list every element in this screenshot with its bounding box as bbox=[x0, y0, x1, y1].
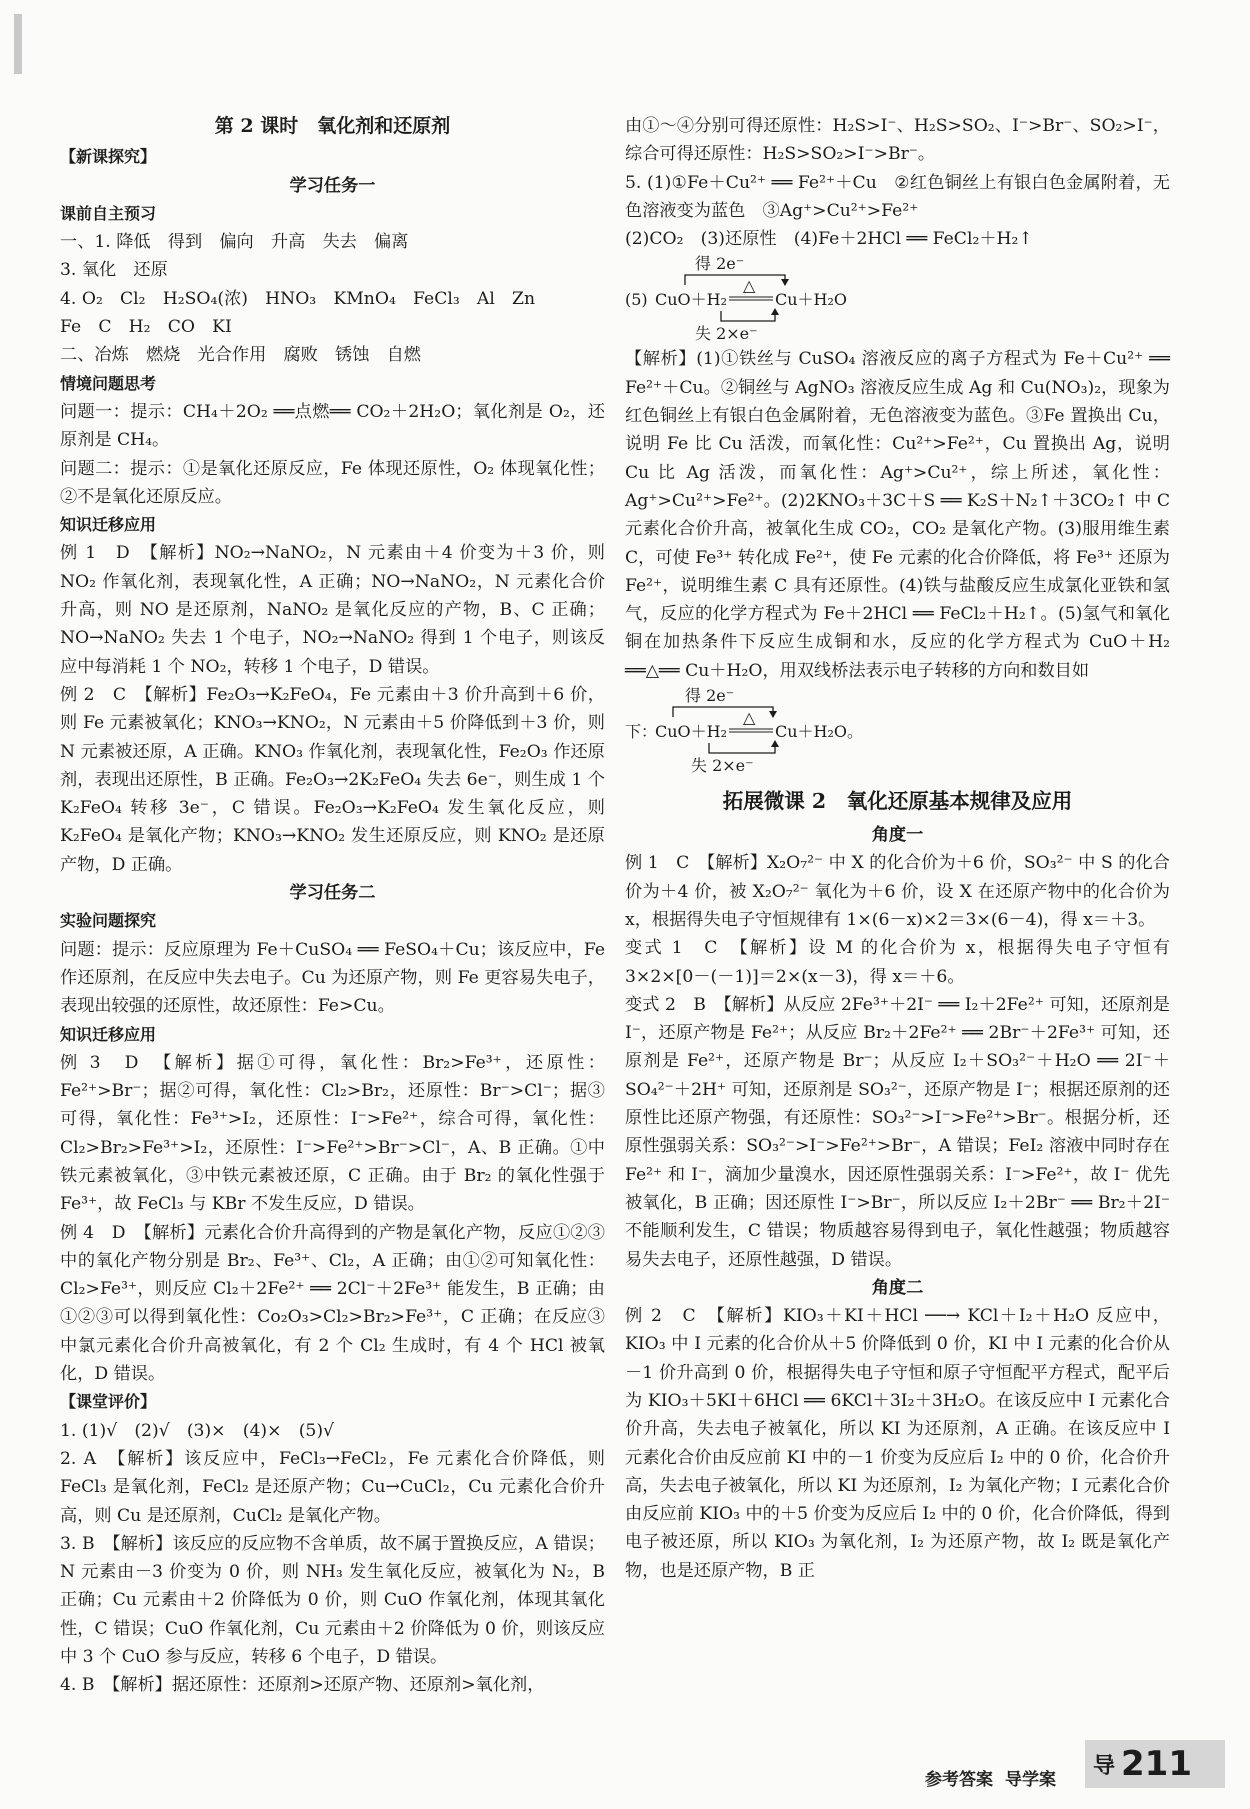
answer-5-part-1: 5. (1)①Fe＋Cu²⁺ ══ Fe²⁺＋Cu ②红色铜丝上有银白色金属附着，无色溶液变为蓝色 ③Ag⁺>Cu²⁺>Fe²⁺ bbox=[625, 172, 1170, 221]
micro-lesson-title: 拓展微课 2 氧化还原基本规律及应用 bbox=[722, 789, 1073, 814]
example-4: 例 4 D 【解析】元素化合价升高得到的产物是氧化产物，反应①②③中的氧化产物分别是 Br₂、Fe³⁺、Cl₂，A 正确；由①②可知氧化性：Cl₂>Fe³⁺，则反应 Cl₂＋2Fe²⁺ ══ 2Cl⁻＋2Fe³⁺ 能发生，B 正确；由①②③可以得到氧化性：Co₂O₃>Cl₂>Br₂>Fe³⁺，C 正确；在反应③中氯元素化合价升高被氧化，有 2 个 Cl₂ 生成时，有 4 个 HCl 被氧化，D 错误。 bbox=[60, 1222, 605, 1385]
right-column bbox=[625, 112, 1170, 1585]
footer-guide-char: 导 bbox=[1093, 1753, 1116, 1779]
transfer-heading-2: 知识迁移应用 bbox=[60, 1024, 157, 1044]
preview-line-3: 4. O₂ Cl₂ H₂SO₄(浓) HNO₃ KMnO₄ FeCl₃ Al Zn bbox=[60, 288, 536, 309]
footer-guide-case: 导学案 bbox=[1005, 1770, 1056, 1790]
variant-2: 变式 2 B 【解析】从反应 2Fe³⁺＋2I⁻ ══ I₂＋2Fe²⁺ 可知，还原剂是 I⁻，还原产物是 Fe²⁺；从反应 Br₂＋2Fe²⁺ ══ 2Br⁻＋2Fe³⁺ 可知，还原剂是 Fe²⁺，还原产物是 Br⁻；从反应 I₂＋SO₃²⁻＋H₂O ══ 2I⁻＋SO₄²⁻＋2H⁺ 可知，还原剂是 SO₃²⁻，还原产物是 I⁻；根据还原剂的还原性比还原产物强，有还原性：SO₃²⁻>I⁻>Fe²⁺>Br⁻。根据分析，还原性强弱关系：SO₃²⁻>I⁻>Fe²⁺>Br⁻，A 错误；FeI₂ 溶液中同时存在 Fe²⁺ 和 I⁻，滴加少量溴水，因还原性强弱关系：I⁻>Fe²⁺，故 I⁻ 优先被氧化，B 正确；因还原性 I⁻>Br⁻，所以反应 I₂＋2Br⁻ ══ Br₂＋2I⁻ 不能顺利发生，C 错误；物质越容易得到电子，氧化性越强；物质越容易失去电子，还原性越强，D 错误。 bbox=[625, 994, 1170, 1270]
task-two-heading: 学习任务二 bbox=[289, 883, 376, 904]
evaluation-4: 4. B 【解析】据还原性：还原剂>还原产物、还原剂>氧化剂， bbox=[60, 1675, 545, 1696]
scan-edge-mark bbox=[14, 14, 22, 74]
example-2: 例 2 C 【解析】Fe₂O₃→K₂FeO₄，Fe 元素由＋3 价升高到＋6 价，则 Fe 元素被氧化；KNO₃→KNO₂，N 元素由＋5 价降低到＋3 价，则 N 元素被还原，A 正确。KNO₃ 作氧化剂，表现氧化性，Fe₂O₃ 作还原剂，表现出还原性，B 正确。Fe₂O₃→2K₂FeO₄ 失去 6e⁻，则生成 1 个 K₂FeO₄ 转移 3e⁻，C 错误。Fe₂O₃→K₂FeO₄ 发生氧化反应，则 K₂FeO₄ 是氧化产物；KNO₃→KNO₂ 发生还原反应，则 KNO₂ 是还原产物，D 正确。 bbox=[60, 684, 605, 875]
evaluation-3: 3. B 【解析】该反应的反应物不含单质，故不属于置换反应，A 错误；N 元素由－3 价变为 0 价，则 NH₃ 发生氧化反应，被氧化为 N₂，B 正确；Cu 元素由＋2 价降低为 0 价，则 CuO 作氧化剂，体现其氧化性，C 错误；CuO 作氧化剂，Cu 元素由＋2 价降低为 0 价，则该反应中 3 个 CuO 参与反应，转移 6 个电子，D 错误。 bbox=[60, 1533, 605, 1668]
lose-electron-label-2: 失 2×e⁻ bbox=[691, 756, 754, 776]
example-1: 例 1 D 【解析】NO₂→NaNO₂，N 元素由＋4 价变为＋3 价，则 NO₂ 作氧化剂，表现氧化性，A 正确；NO→NaNO₂，N 元素化合价升高，则 NO 是还原剂，NaNO₂ 是氧化反应的产物，B、C 正确；NO→NaNO₂ 失去 1 个电子，NO₂→NaNO₂ 得到 1 个电子，则该反应中每消耗 1 个 NO₂，转移 1 个电子，D 错误。 bbox=[60, 543, 605, 677]
electron-transfer-diagram-1 bbox=[625, 253, 1170, 345]
evaluation-2: 2. A 【解析】该反应中，FeCl₃→FeCl₂，Fe 元素化合价降低，则 FeCl₃ 是氧化剂，FeCl₂ 是还原产物；Cu→CuCl₂，Cu 元素化合价升高，则 Cu 是还原剂，CuCl₂ 是氧化产物。 bbox=[60, 1448, 605, 1526]
right-example-1: 例 1 C 【解析】X₂O₇²⁻ 中 X 的化合价为＋6 价，SO₃²⁻ 中 S 的化合价为＋4 价，被 X₂O₇²⁻ 氧化为＋6 价，设 X 在还原产物中的化合价为 x，根据得失电子守恒规律有 1×(6－x)×2＝3×(6－4)，得 x＝＋3。 bbox=[625, 853, 1170, 930]
heat-symbol-1: △ bbox=[743, 276, 756, 296]
angle-two-heading: 角度二 bbox=[871, 1277, 924, 1298]
preview-heading: 课前自主预习 bbox=[60, 203, 157, 223]
scenario-heading: 情境问题思考 bbox=[60, 373, 157, 393]
diagram-2-reactants: CuO＋H₂ bbox=[655, 722, 728, 742]
lesson-title: 第 2 课时 氧化剂和还原剂 bbox=[214, 115, 451, 137]
page-number: 211 bbox=[1121, 1744, 1192, 1784]
example-3: 例 3 D 【解析】据①可得，氧化性：Br₂>Fe³⁺，还原性：Fe²⁺>Br⁻；据②可得，氧化性：Cl₂>Br₂，还原性：Br⁻>Cl⁻；据③可得，氧化性：Fe³⁺>I₂，还原性：I⁻>Fe²⁺，综合可得，氧化性：Cl₂>Br₂>Fe³⁺>I₂，还原性：I⁻>Fe²⁺>Br⁻>Cl⁻，A、B 正确。①中铁元素被氧化，③中铁元素被还原，C 正确。由于 Br₂ 的氧化性强于 Fe³⁺，故 FeCl₃ 与 KBr 不发生反应，D 错误。 bbox=[60, 1052, 605, 1215]
heat-symbol-2: △ bbox=[743, 708, 756, 728]
diagram-1-prefix: (5) bbox=[625, 290, 648, 310]
electron-transfer-diagram-2 bbox=[625, 685, 1170, 777]
transfer-heading-1: 知识迁移应用 bbox=[60, 515, 157, 535]
diagram-2-prefix: 下： bbox=[625, 722, 658, 742]
analysis-5: 【解析】(1)①铁丝与 CuSO₄ 溶液反应的离子方程式为 Fe＋Cu²⁺ ══ Fe²⁺＋Cu。②铜丝与 AgNO₃ 溶液反应生成 Ag 和 Cu(NO₃)₂，现象为红色铜丝上有银白色金属附着，无色溶液变为蓝色。③Fe 置换出 Cu，说明 Fe 比 Cu 活泼，而氧化性：Cu²⁺>Fe²⁺，Cu 置换出 Ag，说明 Cu 比 Ag 活泼，而氧化性：Ag⁺>Cu²⁺，综上所述，氧化性：Ag⁺>Cu²⁺>Fe²⁺。(2)2KNO₃＋3C＋S ══ K₂S＋N₂↑＋3CO₂↑ 中 C 元素化合价升高，被氧化生成 CO₂，CO₂ 是氧化产物。(3)服用维生素 C，可使 Fe³⁺ 转化成 Fe²⁺，使 Fe 元素的化合价降低，将 Fe³⁺ 还原为 Fe²⁺，说明维生素 C 具有还原性。(4)铁与盐酸反应生成氯化亚铁和氢气，反应的化学方程式为 Fe＋2HCl ══ FeCl₂＋H₂↑。(5)氢气和氧化铜在加热条件下反应生成铜和水，反应的化学方程式为 CuO＋H₂ ══△══ Cu＋H₂O，用双线桥法表示电子转移的方向和数目如 bbox=[625, 349, 1170, 681]
angle-one-heading: 角度一 bbox=[871, 825, 924, 846]
variant-1: 变式 1 C 【解析】设 M 的化合价为 x，根据得失电子守恒有 3×2×[0－(－1)]＝2×(x－3)，得 x＝＋6。 bbox=[625, 938, 1170, 987]
experiment-answer: 问题：提示：反应原理为 Fe＋CuSO₄ ══ FeSO₄＋Cu；该反应中，Fe 作还原剂，在反应中失去电子。Cu 为还原产物，则 Fe 更容易失电子，表现出较强的还原性，故还原性：Fe>Cu。 bbox=[60, 939, 605, 1017]
left-column bbox=[60, 112, 605, 1700]
task-one-heading: 学习任务一 bbox=[289, 175, 376, 196]
experiment-heading: 实验问题探究 bbox=[60, 911, 157, 931]
gain-electron-label-1: 得 2e⁻ bbox=[695, 254, 745, 274]
diagram-1-reactants: CuO＋H₂ bbox=[655, 290, 728, 310]
question-one: 问题一：提示：CH₄＋2O₂ ══点燃══ CO₂＋2H₂O；氧化剂是 O₂，还原剂是 CH₄。 bbox=[60, 401, 605, 451]
question-two: 问题二：提示：①是氧化还原反应，Fe 体现还原性，O₂ 体现氧化性；②不是氧化还原反应。 bbox=[60, 458, 605, 507]
right-example-2: 例 2 C 【解析】KIO₃＋KI＋HCl ──→ KCl＋I₂＋H₂O 反应中，KIO₃ 中 I 元素的化合价从＋5 价降低到 0 价，KI 中 I 元素的化合价从－1 价升高到 0 价，根据得失电子守恒和原子守恒配平方程式，配平后为 KIO₃＋5KI＋6HCl ══ 6KCl＋3I₂＋3H₂O。在该反应中 I 元素化合价升高，失去电子被氧化，所以 KI 为还原剂，A 正确。在该反应中 I 元素化合价由反应前 KI 中的－1 价变为反应后 I₂ 中的 0 价，化合价升高，失去电子被氧化，所以 KI 为还原剂，I₂ 为氧化产物；I 元素化合价由反应前 KIO₃ 中的＋5 价变为反应后 I₂ 中的 0 价，化合价降低，得到电子被还原，所以 KIO₃ 为氧化剂，I₂ 为还原产物，故 I₂ 既是氧化产物，也是还原产物，B 正 bbox=[625, 1306, 1170, 1581]
class-evaluation-heading: 【课堂评价】 bbox=[60, 1392, 157, 1412]
preview-line-1: 一、1. 降低 得到 偏向 升高 失去 偏离 bbox=[60, 232, 409, 253]
section-new-lesson: 【新课探究】 bbox=[60, 147, 157, 167]
preview-line-2: 3. 氧化 还原 bbox=[60, 260, 168, 281]
diagram-1-products: Cu＋H₂O bbox=[775, 290, 848, 310]
continued-answer: 由①～④分别可得还原性：H₂S>I⁻、H₂S>SO₂、I⁻>Br⁻、SO₂>I⁻，综合可得还原性：H₂S>SO₂>I⁻>Br⁻。 bbox=[625, 116, 1170, 165]
footer-reference-answers: 参考答案 bbox=[925, 1770, 993, 1790]
answer-5-part-2: (2)CO₂ (3)还原性 (4)Fe＋2HCl ══ FeCl₂＋H₂↑ bbox=[625, 229, 1033, 250]
gain-electron-label-2: 得 2e⁻ bbox=[685, 686, 735, 706]
diagram-2-products: Cu＋H₂O。 bbox=[775, 722, 864, 742]
preview-line-5: 二、冶炼 燃烧 光合作用 腐败 锈蚀 自燃 bbox=[60, 345, 421, 366]
lose-electron-label-1: 失 2×e⁻ bbox=[695, 324, 758, 344]
page-number-tab bbox=[1085, 1740, 1225, 1788]
preview-line-4: Fe C H₂ CO KI bbox=[60, 317, 232, 338]
evaluation-1: 1. (1)√ (2)√ (3)× (4)× (5)√ bbox=[60, 1420, 335, 1441]
